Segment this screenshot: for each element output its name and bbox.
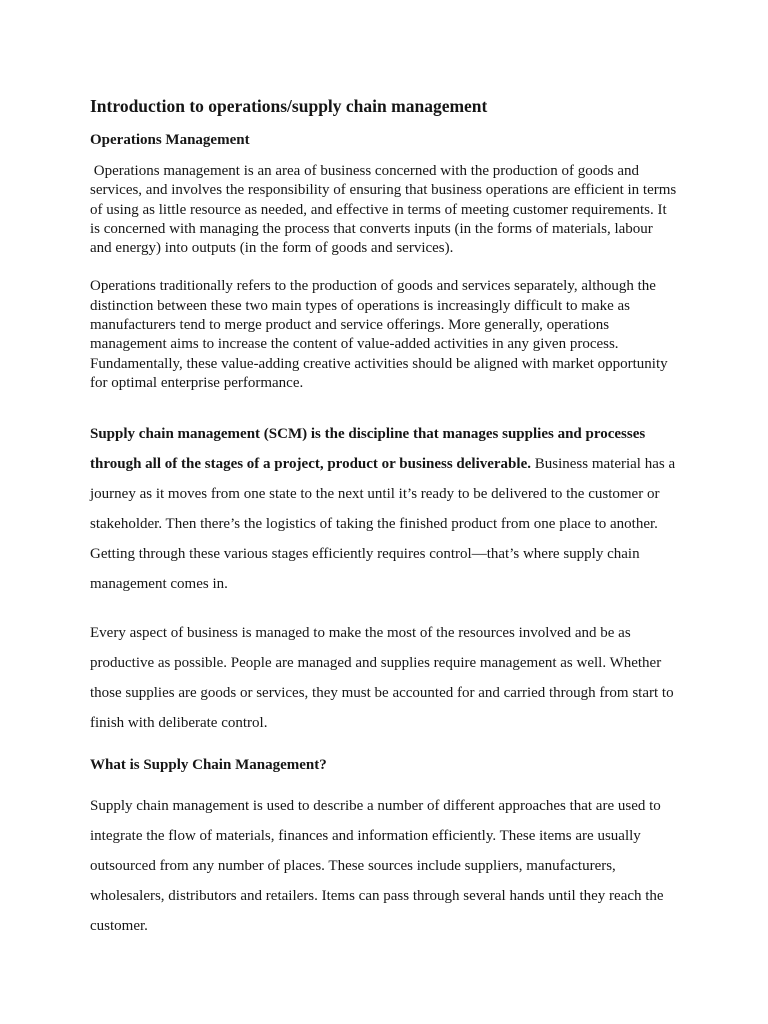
paragraph-scm-definition — [90, 419, 678, 599]
paragraph-operations-definition: Operations management is an area of business concerned with the production of goods and services, and involves the responsibility of ensuring that business operations are efficient in terms of using as little resource as needed, and effective in terms of meeting customer requirements. It is concerned with managing the process that converts inputs (in the forms of materials, labour and energy) into outputs (in the form of goods and services). — [90, 163, 681, 257]
document-title: Introduction to operations/supply chain management — [90, 96, 488, 116]
scm-definition-bold-text: Supply chain management (SCM) is the discipline that manages supplies and processes through all of the stages of a project, product or business deliverable. — [90, 426, 646, 473]
heading-operations-management: Operations Management — [90, 132, 250, 148]
heading-what-is-scm: What is Supply Chain Management? — [90, 757, 327, 774]
scm-definition-regular-text: Business material has a journey as it moves from one state to the next until it’s ready to be delivered to the customer or stakeholder. Then there’s the logistics of taking the finished product from one place to another. Getting through these various stages efficiently requires control—that’s where supply chain management comes in. — [90, 456, 676, 593]
paragraph-every-aspect: Every aspect of business is managed to make the most of the resources involved and be as productive as possible. People are managed and supplies require management as well. Whether those supplies are goods or services, they must be accounted for and carried through from start to finish with deliberate control. — [90, 625, 674, 732]
paragraph-what-is-scm: Supply chain management is used to describe a number of different approaches that are used to integrate the flow of materials, finances and information efficiently. These items are usually outsourced from any number of places. These sources include suppliers, manufacturers, wholesalers, distributors and retailers. Items can pass through several hands until they reach the customer. — [90, 798, 664, 935]
paragraph-operations-traditional: Operations traditionally refers to the production of goods and services separately, although the distinction between these two main types of operations is increasingly difficult to make as manufacturers tend to merge product and service offerings. More generally, operations management aims to increase the content of value-added activities in any given process. Fundamentally, these value-adding creative activities should be aligned with market opportunity for optimal enterprise performance. — [90, 278, 668, 391]
document-content — [90, 95, 681, 941]
